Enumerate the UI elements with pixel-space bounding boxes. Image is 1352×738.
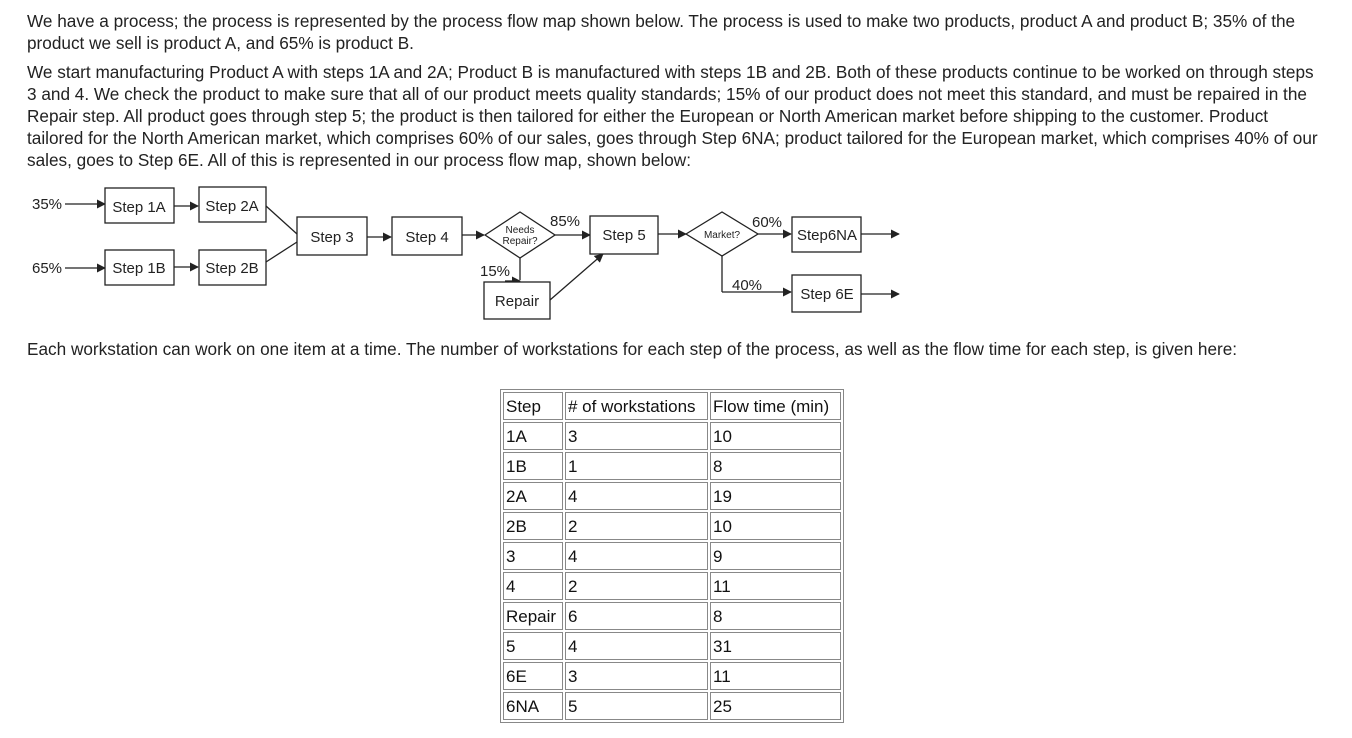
table-cell: 4	[565, 542, 708, 570]
table-row	[503, 572, 841, 600]
pass-percent: 85%	[550, 213, 581, 230]
workstations-paragraph: Each workstation can work on one item at a time. The number of workstations for each step of the process, as well as the flow time for each step, is given here:	[27, 339, 1238, 359]
table-cell: 3	[503, 542, 563, 570]
table-cell: 4	[565, 632, 708, 660]
step-4-label: Step 4	[405, 229, 449, 246]
table-header-cell: Step	[503, 392, 563, 420]
table-cell: 1A	[503, 422, 563, 450]
table-cell: 2A	[503, 482, 563, 510]
table-row	[503, 542, 841, 570]
arrow-repair-step5	[550, 254, 603, 300]
table-row	[503, 692, 841, 720]
table-row	[503, 422, 841, 450]
table-cell: 10	[710, 422, 841, 450]
table-row	[503, 452, 841, 480]
table-cell: 6NA	[503, 692, 563, 720]
process-description-paragraph: We start manufacturing Product A with steps 1A and 2A; Product B is manufactured with steps 1B and 2B. Both of these products continue to be worked on through steps 3 and 4. We check the product to make sure that all of our product meets quality standards; 15% of our product does not meet this standard, and must be repaired in the Repair step. All product goes through step 5; the product is then tailored for either the European or North American market before shipping to the customer. Product tailored for the North American market, which comprises 60% of our sales, goes through Step 6NA; product tailored for the European market, which comprises 40% of our sales, goes to Step 6E. All of this is represented in our process flow map, shown below:	[27, 62, 1318, 170]
table-cell: 3	[565, 422, 708, 450]
table-row	[503, 602, 841, 630]
table-cell: 4	[565, 482, 708, 510]
step-3-label: Step 3	[310, 229, 354, 246]
decision-market-label: Market?	[703, 230, 741, 241]
repair-label: Repair	[494, 293, 540, 310]
step-6na-label: Step6NA	[796, 227, 858, 244]
table-cell: 8	[710, 452, 841, 480]
process-flow-map	[27, 182, 907, 327]
table-row	[503, 482, 841, 510]
table-cell: 1	[565, 452, 708, 480]
table-header-cell: Flow time (min)	[710, 392, 841, 420]
table-cell: 11	[710, 662, 841, 690]
table-cell: 5	[565, 692, 708, 720]
na-percent: 60%	[752, 214, 783, 231]
decision-repair-line1: Needs	[505, 225, 535, 236]
table-cell: 25	[710, 692, 841, 720]
table-row	[503, 662, 841, 690]
table-cell: 9	[710, 542, 841, 570]
table-row	[503, 512, 841, 540]
table-cell: 31	[710, 632, 841, 660]
table-cell: 1B	[503, 452, 563, 480]
decision-repair-line2: Repair?	[502, 236, 538, 247]
step-2a-label: Step 2A	[205, 198, 259, 215]
table-cell: 6E	[503, 662, 563, 690]
input-b-percent: 65%	[32, 260, 63, 277]
table-header-row	[503, 392, 841, 420]
table-cell: Repair	[503, 602, 563, 630]
table-row	[503, 632, 841, 660]
table-cell: 19	[710, 482, 841, 510]
table-header-cell: # of workstations	[565, 392, 708, 420]
table-cell: 5	[503, 632, 563, 660]
intro-paragraph: We have a process; the process is represented by the process flow map shown below. The process is used to make two products, product A and product B; 35% of the product we sell is product A, and 65% is product B.	[27, 11, 1296, 53]
table-cell: 2	[565, 572, 708, 600]
eu-percent: 40%	[732, 277, 763, 294]
line-2b-to-3	[266, 242, 297, 262]
table-cell: 10	[710, 512, 841, 540]
table-cell: 2B	[503, 512, 563, 540]
step-6e-label: Step 6E	[800, 286, 854, 303]
input-a-percent: 35%	[32, 196, 63, 213]
step-1a-label: Step 1A	[112, 199, 166, 216]
table-cell: 8	[710, 602, 841, 630]
table-cell: 2	[565, 512, 708, 540]
step-1b-label: Step 1B	[112, 260, 166, 277]
step-5-label: Step 5	[602, 227, 646, 244]
table-cell: 4	[503, 572, 563, 600]
table-cell: 3	[565, 662, 708, 690]
table-cell: 6	[565, 602, 708, 630]
table-cell: 11	[710, 572, 841, 600]
fail-percent: 15%	[480, 263, 511, 280]
step-2b-label: Step 2B	[205, 260, 259, 277]
workstation-table	[500, 389, 844, 723]
line-2a-to-3	[266, 206, 297, 234]
